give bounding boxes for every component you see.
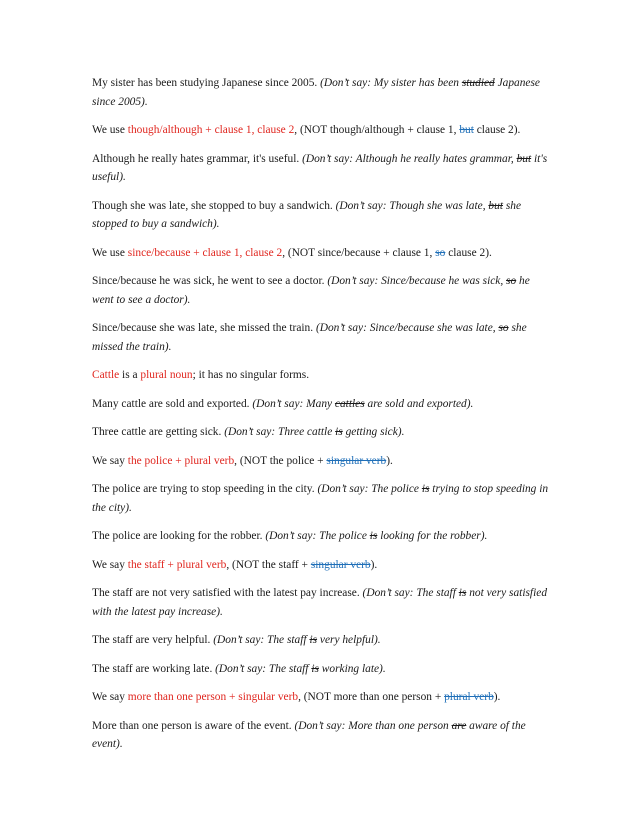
paragraph [92, 660, 552, 679]
paragraph [92, 319, 552, 356]
struck-word: so [506, 275, 517, 287]
paragraph [92, 244, 552, 263]
paragraph [92, 121, 552, 140]
struck-word: singular verb [310, 558, 371, 571]
struck-word: is [458, 587, 467, 599]
dont-say-example: she stopped to buy a sandwich). [92, 199, 522, 230]
paragraph [92, 688, 552, 707]
struck-word: is [311, 662, 319, 675]
dont-say-example: Japanese since 2005). [92, 77, 540, 108]
struck-word: is [369, 530, 378, 542]
paragraph [92, 556, 552, 575]
text-run: The staff are working late. [92, 662, 216, 675]
text-run: More than one person is aware of the event. [92, 719, 295, 732]
dont-say-example: trying to stop speeding in the city). [92, 483, 549, 514]
text-run: The police are looking for the robber. [92, 530, 266, 542]
struck-word: so [435, 246, 446, 259]
text-run: We say [92, 558, 128, 571]
dont-say-example: it's useful). [92, 152, 548, 183]
grammar-rule-highlight: since/because + clause 1, clause 2 [127, 246, 283, 259]
dont-say-example: (Don’t say: Since/because she was late, [315, 322, 499, 334]
grammar-rule-highlight: more than one person + singular verb [127, 691, 299, 703]
text-run: , (NOT the staff + [226, 558, 311, 571]
dont-say-example: looking for the robber). [377, 530, 488, 542]
struck-word: is [421, 483, 430, 495]
paragraph [92, 452, 552, 471]
text-run: , (NOT though/although + clause 1, [294, 124, 460, 136]
text-run: , (NOT the police + [234, 454, 327, 467]
text-run: The staff are not very satisfied with the latest pay increase. [92, 587, 363, 599]
dont-say-example: (Don’t say: Many [252, 397, 335, 410]
text-run: clause 2). [473, 124, 521, 136]
text-run: Since/because he was sick, he went to see a doctor. [92, 275, 328, 287]
grammar-rule-highlight: Cattle [92, 369, 120, 381]
text-run: ; it has no singular forms. [192, 369, 310, 381]
text-run: , (NOT since/because + clause 1, [282, 246, 436, 259]
text-run: Although he really hates grammar, it's useful. [92, 152, 303, 165]
dont-say-example: (Don’t say: The police [265, 530, 370, 542]
dont-say-example: (Don’t say: Since/because he was sick, [327, 275, 507, 287]
dont-say-example: are sold and exported). [364, 397, 474, 410]
text-run: We say [92, 691, 128, 703]
text-run: We use [92, 124, 128, 136]
dont-say-example: (Don’t say: Although he really hates grammar, [302, 152, 517, 165]
text-run: clause 2). [445, 246, 492, 259]
text-run: Since/because she was late, she missed the train. [92, 322, 316, 334]
document-body [92, 74, 552, 764]
paragraph [92, 584, 552, 621]
paragraph [92, 150, 552, 187]
grammar-rule-highlight: the police + plural verb [127, 454, 235, 467]
text-run: The police are trying to stop speeding in the city. [92, 483, 318, 495]
grammar-rule-highlight: the staff + plural verb [127, 558, 227, 571]
text-run: Many cattle are sold and exported. [92, 397, 253, 410]
struck-word: singular verb [326, 454, 387, 467]
dont-say-example: (Don’t say: The staff [215, 662, 312, 675]
dont-say-example: (Don’t say: More than one person [294, 719, 452, 732]
dont-say-example: getting sick). [342, 426, 405, 438]
text-run: My sister has been studying Japanese since 2005. [92, 77, 321, 89]
struck-word: plural verb [444, 691, 494, 703]
paragraph [92, 480, 552, 517]
paragraph [92, 717, 552, 754]
struck-word: but [488, 199, 503, 212]
text-run: The staff are very helpful. [92, 634, 214, 646]
paragraph [92, 197, 552, 234]
text-run: ). [386, 454, 393, 467]
text-run: Three cattle are getting sick. [92, 426, 225, 438]
struck-word: cattles [334, 397, 365, 410]
dont-say-example: not very satisfied with the latest pay increase). [92, 587, 548, 618]
dont-say-example: working late). [318, 662, 386, 675]
paragraph [92, 272, 552, 309]
text-run: ). [370, 558, 378, 571]
paragraph [92, 527, 552, 546]
text-run: ). [493, 691, 501, 703]
text-run: We use [92, 246, 128, 259]
struck-word: but [516, 152, 532, 165]
dont-say-example: (Don’t say: The police [317, 483, 422, 495]
dont-say-example: (Don’t say: The staff [213, 634, 310, 646]
text-run: We say [92, 454, 128, 467]
paragraph [92, 74, 552, 111]
dont-say-example: he went to see a doctor). [92, 275, 530, 306]
text-run: is a [119, 369, 141, 381]
grammar-rule-highlight: though/although + clause 1, clause 2 [127, 124, 295, 136]
paragraph [92, 423, 552, 442]
dont-say-example: aware of the event). [92, 719, 526, 750]
text-run: , (NOT more than one person + [298, 691, 445, 703]
struck-word: is [335, 426, 343, 438]
struck-word: is [309, 634, 318, 646]
dont-say-example: (Don’t say: My sister has been [320, 77, 462, 89]
paragraph [92, 366, 552, 385]
struck-word: so [498, 322, 509, 334]
dont-say-example: she missed the train). [92, 322, 527, 353]
paragraph [92, 631, 552, 650]
dont-say-example: very helpful). [317, 634, 381, 646]
dont-say-example: (Don’t say: Three cattle [224, 426, 336, 438]
struck-word: studied [461, 77, 495, 89]
struck-word: are [451, 719, 467, 732]
paragraph [92, 395, 552, 414]
grammar-rule-highlight: plural noun [140, 369, 193, 381]
text-run: Though she was late, she stopped to buy a sandwich. [92, 199, 336, 212]
dont-say-example: (Don’t say: The staff [362, 587, 459, 599]
dont-say-example: (Don’t say: Though she was late, [335, 199, 489, 212]
struck-word: but [459, 124, 474, 136]
